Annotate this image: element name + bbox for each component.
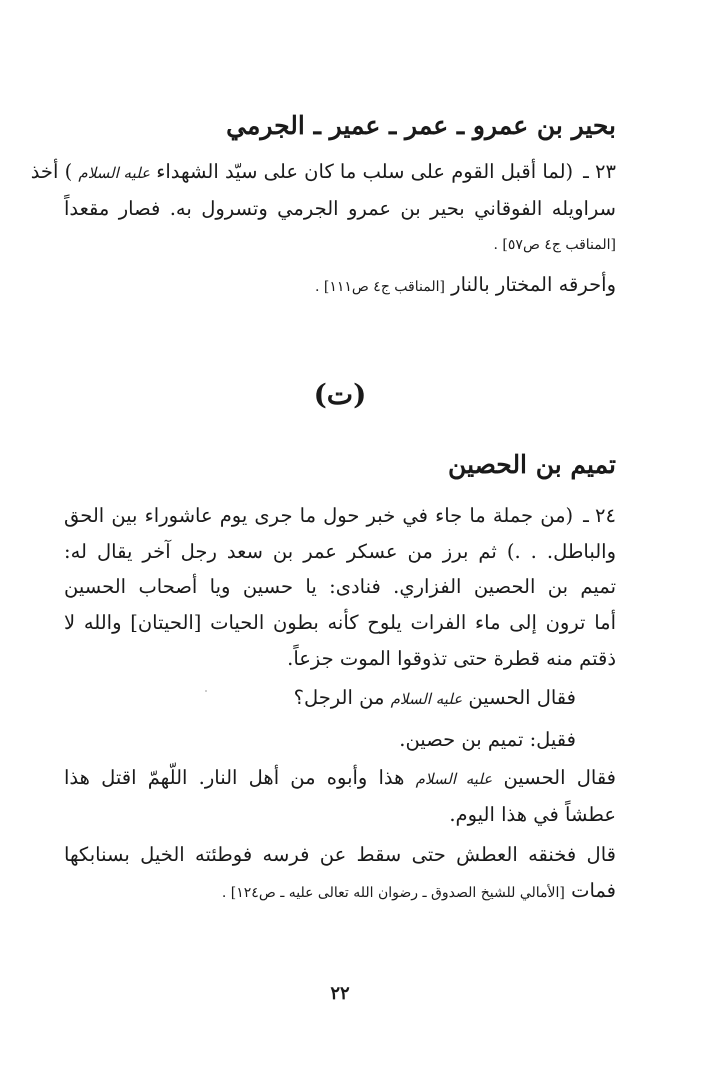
honorific-glyph: عليه السلام	[78, 164, 151, 182]
entry-heading-bahir: بحير بن عمرو ـ عمر ـ عمير ـ الجرمي	[226, 111, 616, 140]
entry-23-reference: [المناقب ج٤ ص٥٧] .	[493, 237, 616, 253]
reply-line-1	[64, 768, 616, 788]
entry-23-line-2: سراويله الفوقاني بحير بن عمرو الجرمي وتسرول به. فصار مقعداً	[64, 197, 616, 220]
reference-citation: [الأمالي للشيخ الصدوق ـ رضوان الله تعالى عليه ـ ص١٢٤] .	[221, 885, 565, 901]
entry-number: ٢٤ ـ	[583, 504, 616, 527]
entry-24-line-1	[64, 506, 616, 526]
document-page	[30, 0, 617, 1073]
ending-line-1: قال فخنقه العطش حتى سقط عن فرسه فوطئته الخيل بسنابكها	[64, 843, 616, 866]
entry-text: (لما أقبل القوم على سلب ما كان على سيّد الشهداء	[156, 160, 574, 183]
entry-heading-tamim: تميم بن الحصين	[448, 450, 616, 479]
question-line	[64, 688, 576, 708]
letter-section-heading: (ت)	[313, 378, 367, 411]
entry-number: ٢٣ ـ	[583, 160, 616, 183]
entry-text: فمات	[571, 879, 616, 902]
honorific-glyph: عليه السلام	[415, 770, 493, 788]
entry-23-line-4	[64, 275, 616, 295]
entry-23-line-1	[30, 160, 616, 183]
entry-text: وأحرقه المختار بالنار	[451, 273, 616, 296]
page-number: ٢٢	[330, 983, 350, 1004]
reply-line-2: عطشاً في هذا اليوم.	[449, 803, 616, 826]
honorific-glyph: عليه السلام	[390, 690, 463, 708]
entry-24-line-4: أما ترون إلى ماء الفرات يلوح كأنه بطون الحيات [الحيتان] والله لا	[64, 611, 616, 634]
entry-24-line-2: والباطل. . .) ثم برز من عسكر عمر بن سعد رجل آخر يقال له:	[64, 540, 616, 563]
entry-text: (من جملة ما جاء في خبر حول ما جرى يوم عاشوراء بين الحق	[64, 504, 574, 527]
reference-citation: [المناقب ج٤ ص١١١] .	[314, 279, 445, 295]
entry-24-line-5: ذقتم منه قطرة حتى تذوقوا الموت جزعاً.	[287, 647, 616, 670]
answer-line: فقيل: تميم بن حصين.	[399, 728, 576, 751]
print-speck	[205, 690, 207, 692]
entry-text: فقال الحسين	[503, 766, 617, 789]
entry-text: هذا وأبوه من أهل النار. اللّهمّ اقتل هذا	[64, 766, 405, 789]
entry-24-line-3: تميم بن الحصين الفزاري. فنادى: يا حسين ويا أصحاب الحسين	[64, 575, 616, 598]
entry-text: فقال الحسين	[468, 686, 576, 709]
entry-text: من الرجل؟	[293, 686, 385, 709]
entry-text: ) أخذ	[30, 160, 73, 183]
ending-line-2	[64, 881, 616, 901]
